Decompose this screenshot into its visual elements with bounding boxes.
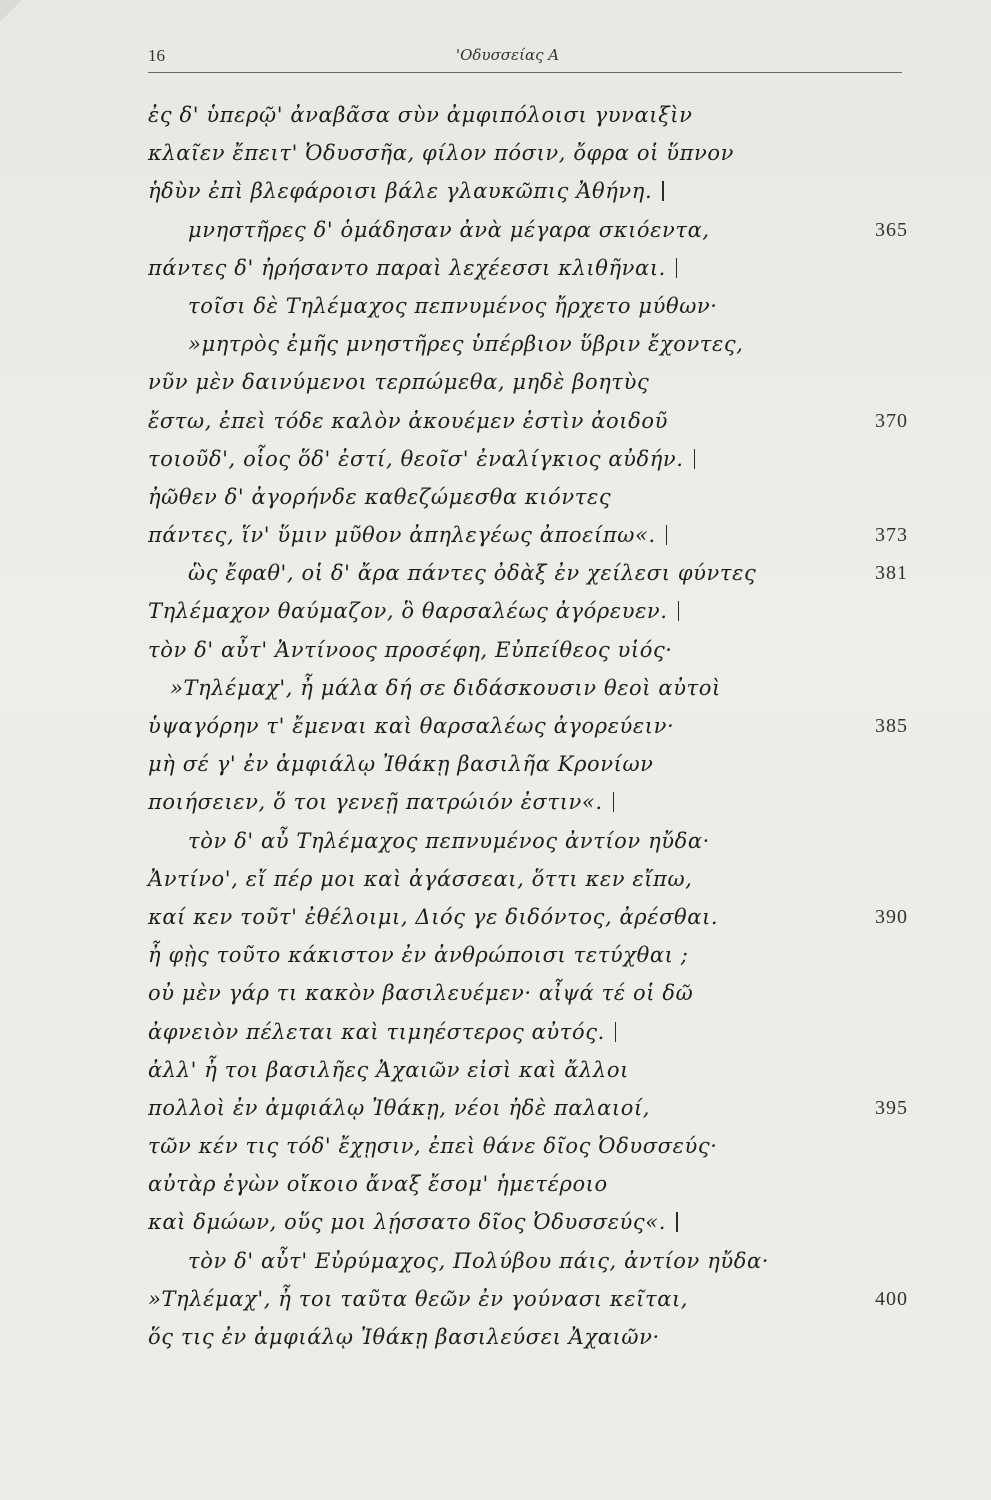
verse-line: [148, 1280, 908, 1318]
verse-line: [148, 1242, 908, 1280]
pause-mark: [694, 449, 696, 469]
verse-line: [148, 936, 908, 974]
verse-text: ἦ φῂς τοῦτο κάκιστον ἐν ἀνθρώποισι τετύχθαι ;: [148, 943, 689, 968]
pause-mark: [666, 525, 668, 545]
verse-line: [148, 669, 908, 707]
verse-line: [148, 287, 908, 325]
verse-line: [148, 402, 908, 440]
verse-line: [148, 631, 908, 669]
verse-line: [148, 516, 908, 554]
pause-mark: [676, 1212, 678, 1232]
verse-line: [148, 325, 908, 363]
verse-line: [148, 1089, 908, 1127]
verse-line: [148, 1318, 908, 1356]
verse-text: οὐ μὲν γάρ τι κακὸν βασιλευέμεν· αἶψά τέ οἱ δῶ: [148, 981, 694, 1006]
page-header: [148, 46, 902, 74]
verse-line: [148, 783, 908, 821]
verse-text: πάντες, ἵν' ὕμιν μῦθον ἀπηλεγέως ἀποείπω«.: [148, 523, 656, 548]
verse-line: [148, 1013, 908, 1051]
verse-line: [148, 974, 908, 1012]
verse-text: ἀφνειὸν πέλεται καὶ τιμηέστερος αὐτός.: [148, 1019, 605, 1044]
verse-text: »Τηλέμαχ', ἦ τοι ταῦτα θεῶν ἐν γούνασι κεῖται,: [148, 1286, 689, 1311]
verse-text: ἡδὺν ἐπὶ βλεφάροισι βάλε γλαυκῶπις Ἀθήνη.: [148, 179, 653, 204]
verse-text: κλαῖεν ἔπειτ' Ὀδυσσῆα, φίλον πόσιν, ὄφρα οἱ ὕπνον: [148, 141, 734, 166]
line-number: 370: [875, 409, 908, 432]
verse-line: [148, 860, 908, 898]
verse-line: [148, 363, 908, 401]
verse-line: [148, 1203, 908, 1241]
pause-mark: [613, 792, 615, 812]
verse-text: ἔστω, ἐπεὶ τόδε καλὸν ἀκουέμεν ἐστὶν ἀοιδοῦ: [148, 408, 668, 433]
verse-text: τὸν δ' αὖτ' Εὐρύμαχος, Πολύβου πάις, ἀντίον ηὔδα·: [188, 1248, 770, 1273]
verse-text: τῶν κέν τις τόδ' ἔχῃσιν, ἐπεὶ θάνε δῖος Ὀδυσσεύς·: [148, 1134, 718, 1159]
verse-line: [148, 745, 908, 783]
line-number: 381: [875, 562, 908, 585]
line-number: 395: [875, 1096, 908, 1119]
page-number: 16: [148, 46, 165, 65]
pause-mark: [678, 601, 680, 621]
verse-text: καὶ δμώων, οὕς μοι λῄσσατο δῖος Ὀδυσσεύς«.: [148, 1210, 667, 1235]
line-number: 390: [875, 905, 908, 928]
verse-line: [148, 440, 908, 478]
verse-text: τοιοῦδ', οἷος ὅδ' ἐστί, θεοῖσ' ἐναλίγκιος αὐδήν.: [148, 446, 684, 471]
verse-text: πολλοὶ ἐν ἀμφιάλῳ Ἰθάκῃ, νέοι ἠδὲ παλαιοί,: [148, 1095, 651, 1120]
verse-text: νῦν μὲν δαινύμενοι τερπώμεθα, μηδὲ βοητὺς: [148, 370, 650, 395]
verse-text: »Τηλέμαχ', ἦ μάλα δή σε διδάσκουσιν θεοὶ αὐτοὶ: [170, 675, 721, 700]
verse-line: [148, 554, 908, 592]
verse-text: τὸν δ' αὖτ' Ἀντίνοος προσέφη, Εὐπείθεος υἱός·: [148, 637, 673, 662]
verse-line: [148, 478, 908, 516]
verse-line: [148, 134, 908, 172]
verse-line: [148, 1165, 908, 1203]
line-number: 365: [875, 218, 908, 241]
verse-text: αὐτὰρ ἐγὼν οἴκοιο ἄναξ ἔσομ' ἡμετέροιο: [148, 1172, 608, 1197]
verse-text: ἠῶθεν δ' ἀγορήνδε καθεζώμεσθα κιόντες: [148, 484, 612, 509]
verse-text: ποιήσειεν, ὅ τοι γενεῇ πατρώιόν ἐστιν«.: [148, 790, 603, 815]
page-corner-fold: [0, 0, 22, 22]
verse-text: Ἀντίνο', εἴ πέρ μοι καὶ ἀγάσσεαι, ὅττι κεν εἴπω,: [148, 866, 693, 891]
verse-text: μνηστῆρες δ' ὁμάδησαν ἀνὰ μέγαρα σκιόεντα,: [188, 217, 710, 242]
verse-text: ὅς τις ἐν ἀμφιάλῳ Ἰθάκῃ βασιλεύσει Ἀχαιῶν·: [148, 1325, 660, 1349]
verse-line: [148, 707, 908, 745]
verse-line: [148, 822, 908, 860]
verse-line: [148, 592, 908, 630]
verse-text: μὴ σέ γ' ἐν ἀμφιάλῳ Ἰθάκῃ βασιλῆα Κρονίων: [148, 752, 654, 777]
verse-text: ἀλλ' ἦ τοι βασιλῆες Ἀχαιῶν εἰσὶ καὶ ἄλλοι: [148, 1057, 629, 1082]
running-title: 'Οδυσσείας Α: [456, 46, 560, 64]
line-number: 385: [875, 715, 908, 737]
verse-block: [148, 96, 908, 1356]
verse-text: πάντες δ' ἠρήσαντο παραὶ λεχέεσσι κλιθῆναι.: [148, 255, 666, 280]
verse-line: [148, 1051, 908, 1089]
line-number: 373: [875, 524, 908, 547]
verse-line: [148, 1127, 908, 1165]
verse-line: [148, 172, 908, 210]
verse-line: [148, 211, 908, 249]
verse-text: Τηλέμαχον θαύμαζον, ὃ θαρσαλέως ἀγόρευεν.: [148, 599, 668, 624]
verse-text: ἐς δ' ὑπερῷ' ἀναβᾶσα σὺν ἀμφιπόλοισι γυναιξὶν: [148, 103, 693, 127]
pause-mark: [676, 258, 678, 278]
verse-text: ὑψαγόρην τ' ἔμεναι καὶ θαρσαλέως ἀγορεύειν·: [148, 714, 675, 738]
verse-text: ὣς ἔφαθ', οἱ δ' ἄρα πάντες ὀδὰξ ἐν χείλεσι φύντες: [188, 561, 757, 586]
verse-text: »μητρὸς ἐμῆς μνηστῆρες ὑπέρβιον ὕβριν ἔχοντες,: [188, 332, 744, 357]
verse-line: [148, 96, 908, 134]
verse-text: καί κεν τοῦτ' ἐθέλοιμι, Διός γε διδόντος, ἀρέσθαι.: [148, 904, 719, 929]
verse-text: τὸν δ' αὖ Τηλέμαχος πεπνυμένος ἀντίον ηὔδα·: [188, 828, 710, 853]
header-rule: [148, 72, 902, 73]
line-number: 400: [875, 1287, 908, 1310]
verse-line: [148, 898, 908, 936]
pause-mark: [662, 181, 664, 201]
pause-mark: [615, 1022, 617, 1042]
verse-text: τοῖσι δὲ Τηλέμαχος πεπνυμένος ἤρχετο μύθων·: [188, 293, 718, 318]
verse-line: [148, 249, 908, 287]
